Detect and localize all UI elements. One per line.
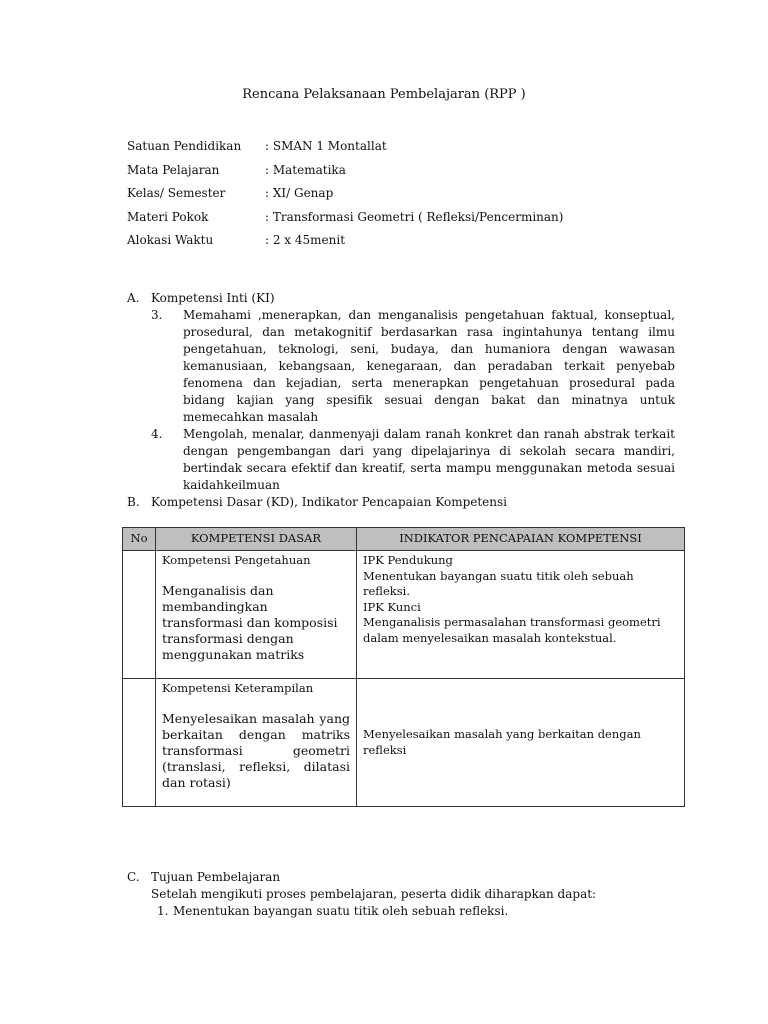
section-tujuan <box>127 869 675 920</box>
header-no: No <box>123 528 156 551</box>
kd-title: Kompetensi Pengetahuan <box>162 553 311 567</box>
info-row <box>127 159 563 183</box>
section-title: Kompetensi Inti (KI) <box>151 291 275 305</box>
info-label: Alokasi Waktu <box>127 233 214 248</box>
table-row <box>123 551 685 679</box>
cell-no <box>123 679 156 807</box>
section-kompetensi-inti <box>127 290 675 511</box>
list-number: 3. <box>151 308 163 322</box>
ipk-kunci-text: Menganalisis permasalahan transformasi geometri dalam menyelesaikan masalah kontekstual. <box>363 615 661 645</box>
list-text: Menentukan bayangan suatu titik oleh sebuah refleksi. <box>173 904 509 918</box>
document-title: Rencana Pelaksanaan Pembelajaran (RPP ) <box>242 87 526 102</box>
cell-kompetensi <box>156 679 357 807</box>
cell-no <box>123 551 156 679</box>
info-label: Mata Pelajaran <box>127 162 220 177</box>
kd-table <box>122 527 685 807</box>
section-letter: C. <box>127 870 140 884</box>
list-item <box>127 307 675 426</box>
kd-text: Menyelesaikan masalah yang berkaitan dengan matriks transformasi geometri (translasi, refleksi, dilatasi dan rotasi) <box>162 710 350 790</box>
info-value: : 2 x 45menit <box>265 233 346 248</box>
section-title: Tujuan Pembelajaran <box>151 870 281 884</box>
section-heading <box>127 290 675 307</box>
ki-list <box>127 307 675 494</box>
section-heading <box>127 869 675 886</box>
info-row <box>127 135 563 159</box>
list-number: 4. <box>151 427 163 441</box>
table-header-row <box>123 528 685 551</box>
list-number: 1. <box>157 904 169 918</box>
section-intro: Setelah mengikuti proses pembelajaran, peserta didik diharapkan dapat: <box>151 887 597 901</box>
kd-title: Kompetensi Keterampilan <box>162 681 314 695</box>
cell-indikator <box>357 679 685 807</box>
info-value: : Matematika <box>265 162 346 177</box>
info-label: Kelas/ Semester <box>127 186 226 201</box>
info-label: Satuan Pendidikan <box>127 139 242 154</box>
cell-kompetensi <box>156 551 357 679</box>
table-row <box>123 679 685 807</box>
ipk-pendukung-label: IPK Pendukung <box>363 553 453 567</box>
ipk-pendukung-text: Menentukan bayangan suatu titik oleh sebuah refleksi. <box>363 568 634 598</box>
info-row <box>127 182 563 206</box>
section-letter: A. <box>127 291 140 305</box>
header-kompetensi-dasar: KOMPETENSI DASAR <box>156 528 357 551</box>
list-item <box>127 903 675 920</box>
info-value: : SMAN 1 Montallat <box>265 139 387 154</box>
list-text: Memahami ,menerapkan, dan menganalisis pengetahuan faktual, konseptual, prosedural, dan metakognitif berdasarkan rasa ingintahunya tentang ilmu pengetahuan, teknologi, seni, budaya, dan humaniora dengan wawasan kemanusiaan, kebangsaan, kenegaraan, dan peradaban terkait penyebab fenomena dan kejadian, serta menerapkan pengetahuan prosedural pada bidang kajian yang spesifik sesuai dengan bakat dan minatnya untuk memecahkan masalah <box>183 308 675 424</box>
list-text: Mengolah, menalar, danmenyaji dalam ranah konkret dan ranah abstrak terkait dengan pengembangan dari yang dipelajarinya di sekolah secara mandiri, bertindak secara efektif dan kreatif, serta mampu menggunakan metoda sesuai kaidahkeilmuan <box>183 427 675 492</box>
info-value: : XI/ Genap <box>265 186 334 201</box>
info-value: : Transformasi Geometri ( Refleksi/Pencerminan) <box>265 209 564 224</box>
info-row <box>127 229 563 253</box>
section-letter: B. <box>127 495 140 509</box>
kd-text: Menganalisis dan membandingkan transformasi dan komposisi transformasi dengan menggunakan matriks <box>162 582 338 662</box>
section-heading <box>127 494 675 511</box>
list-item <box>127 426 675 494</box>
info-row <box>127 206 563 230</box>
ipk-text: Menyelesaikan masalah yang berkaitan dengan refleksi <box>363 727 641 757</box>
cell-indikator <box>357 551 685 679</box>
header-indikator: INDIKATOR PENCAPAIAN KOMPETENSI <box>357 528 685 551</box>
identity-block <box>127 135 563 253</box>
ipk-kunci-label: IPK Kunci <box>363 599 421 614</box>
section-title: Kompetensi Dasar (KD), Indikator Pencapaian Kompetensi <box>151 495 508 509</box>
info-label: Materi Pokok <box>127 209 209 224</box>
